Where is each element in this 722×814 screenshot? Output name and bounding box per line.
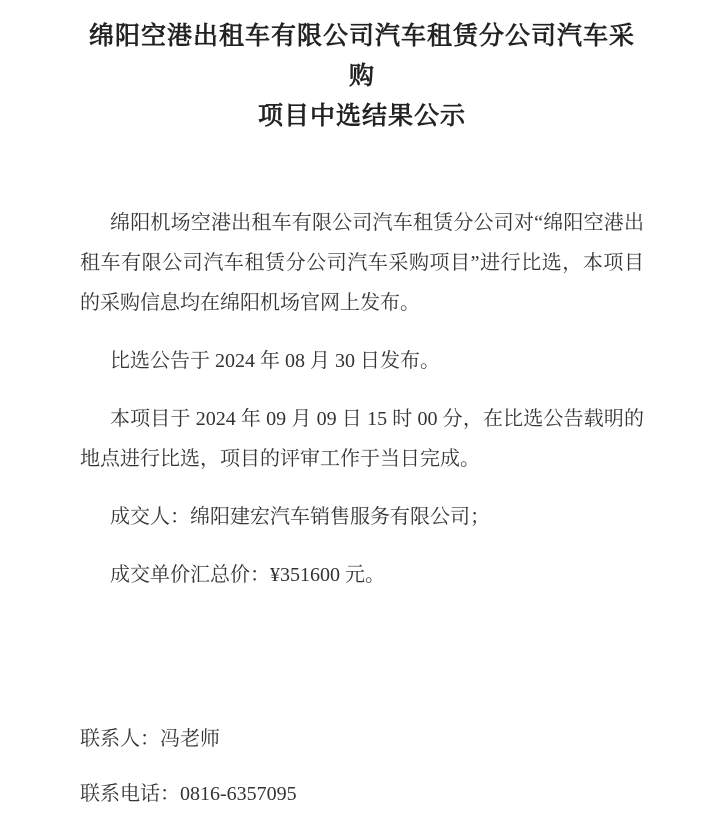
document-body [80,203,644,595]
document-title-line1: 绵阳空港出租车有限公司汽车租赁分公司汽车采购 [88,23,635,90]
contact-phone-number: 0816-6357095 [180,783,297,805]
contact-person-name: 冯老师 [160,728,220,750]
contact-person-label: 联系人： [80,728,160,750]
contact-block [80,719,644,814]
paragraph-project-intro: 绵阳机场空港出租车有限公司汽车租赁分公司对“绵阳空港出租车有限公司汽车租赁分公司汽车采购项目”进行比选，本项目的采购信息均在绵阳机场官网上发布。 [80,212,644,314]
paragraph-selection-meeting: 本项目于 2024 年 09 月 09 日 15 时 00 分，在比选公告载明的地点进行比选，项目的评审工作于当日完成。 [80,408,644,470]
contact-phone-label: 联系电话： [80,783,180,805]
document-title [80,17,644,137]
document-title-line2: 项目中选结果公示 [257,103,466,130]
paragraph-announcement-date: 比选公告于 2024 年 08 月 30 日发布。 [110,350,440,372]
announcement-document [0,17,722,805]
paragraph-total-price: 成交单价汇总价：¥351600 元。 [110,564,385,586]
contact-person-line [80,719,644,759]
paragraph-winning-bidder: 成交人：绵阳建宏汽车销售服务有限公司； [110,506,490,528]
contact-phone-line [80,774,644,814]
